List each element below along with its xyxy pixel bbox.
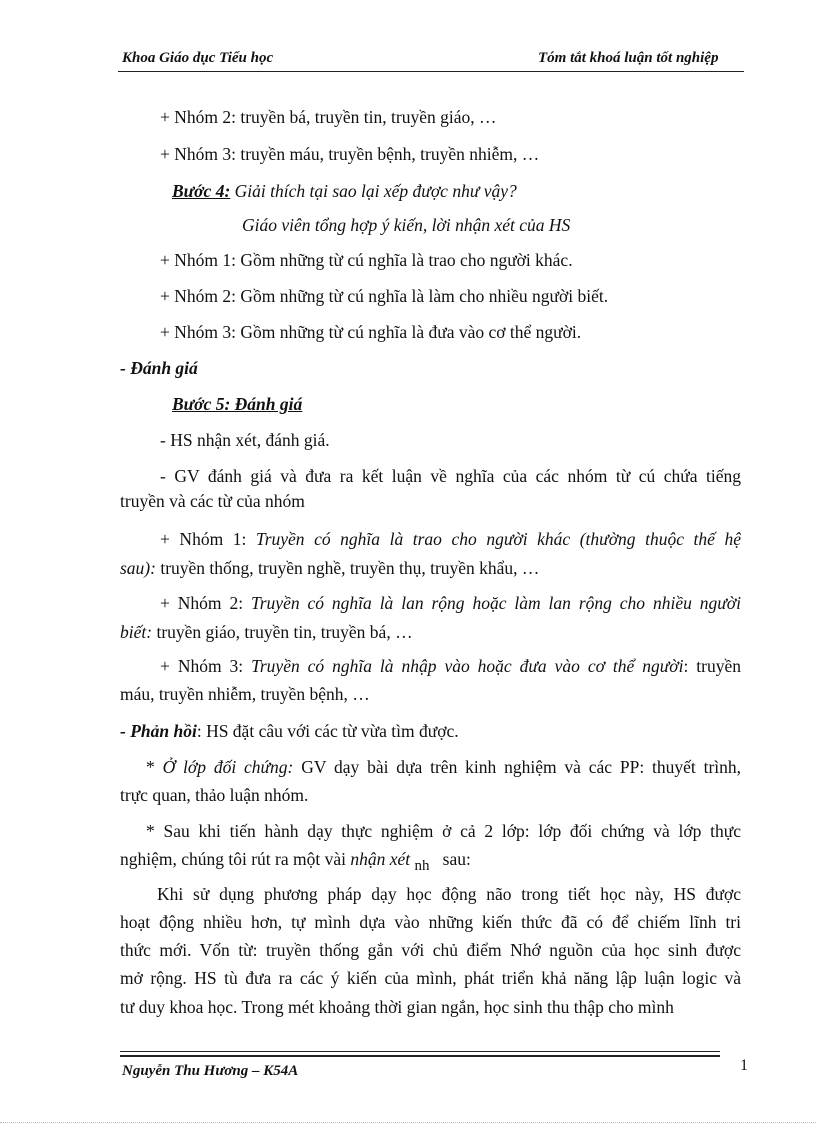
paragraph-line: tư duy khoa học. Trong mét khoảng thời gian ngắn, học sinh thu thập cho mình (120, 997, 674, 1017)
page-number: 1 (740, 1057, 748, 1074)
paragraph-line: hoạt động nhiều hơn, tự mình dựa vào những kiến thức đã có để chiếm lĩnh tri (120, 912, 741, 932)
header-document-title: Tóm tắt khoá luận tốt nghiệp (538, 50, 719, 66)
group-2-definition: Truyền có nghĩa là lan rộng hoặc làm lan rộng cho nhiều người (250, 593, 742, 613)
text-line: truyền và các từ của nhóm (120, 491, 305, 511)
group-2-line (160, 592, 741, 614)
group-1-definition: Truyền có nghĩa là trao cho người khác (thường thuộc thế hệ (255, 529, 741, 549)
paragraph-line: thức mới. Vốn từ: truyền thống gắn với chủ điểm Nhớ nguồn của học sinh được (120, 940, 741, 960)
step-4-text: Giải thích tại sao lại xếp được như vậy? (230, 181, 517, 201)
text-line: trực quan, thảo luận nhóm. (120, 785, 309, 805)
paragraph-line: mở rộng. HS tù đưa ra các ý kiến của mình, phát triển khả năng lập luận logic và (120, 968, 741, 988)
footer-rule (120, 1055, 720, 1057)
conclusion-intro-line: nghiệm, chúng tôi rút ra một vài nhận xét nh sau: (120, 849, 471, 874)
group-2-words: biết: truyền giáo, truyền tin, truyền bá, … (120, 622, 413, 642)
feedback-label: - Phản hồi (120, 721, 197, 741)
text-line: + Nhóm 2: truyền bá, truyền tin, truyền giáo, … (160, 107, 497, 127)
text-line: - HS nhận xét, đánh giá. (160, 430, 330, 450)
text-line: + Nhóm 2: Gồm những từ cú nghĩa là làm cho nhiều người biết. (160, 286, 609, 306)
paragraph-line: Khi sử dụng phương pháp dạy học động não trong tiết học này, HS được (157, 884, 741, 904)
group-3-label: + Nhóm 3: (160, 656, 252, 676)
text-line: + Nhóm 1: Gồm những từ cú nghĩa là trao cho người khác. (160, 250, 573, 270)
section-heading: - Đánh giá (120, 358, 198, 378)
group-3-line: + Nhóm 3: Truyền có nghĩa là nhập vào hoặc đưa vào cơ thể người: truyền (160, 656, 742, 676)
step-4-label: Bước 4: (172, 181, 231, 201)
group-3-words: máu, truyền nhiễm, truyền bệnh, … (120, 684, 370, 704)
text-line: - GV đánh giá và đưa ra kết luận về nghĩa của các nhóm từ cú chứa tiếng (160, 466, 741, 486)
header-rule (118, 71, 744, 72)
feedback-line: - Phản hồi: HS đặt câu với các từ vừa tìm được. (120, 721, 459, 741)
control-class-line: * Ở lớp đối chứng: GV dạy bài dựa trên kinh nghiệm và các PP: thuyết trình, (146, 757, 742, 777)
header-faculty: Khoa Giáo dục Tiểu học (122, 50, 274, 66)
step-5-heading: Bước 5: Đánh giá (172, 394, 303, 414)
text-line: * Sau khi tiến hành dạy thực nghiệm ở cả 2 lớp: lớp đối chứng và lớp thực (146, 821, 741, 841)
observation-term: nhận xét (350, 849, 411, 869)
footer-author: Nguyễn Thu Hương – K54A (122, 1063, 299, 1079)
footer-rule (120, 1051, 720, 1052)
group-1-label: + Nhóm 1: (160, 529, 256, 549)
text-line: + Nhóm 3: Gồm những từ cú nghĩa là đưa vào cơ thể người. (160, 322, 582, 342)
group-2-label: + Nhóm 2: (160, 593, 251, 613)
text-line: + Nhóm 3: truyền máu, truyền bệnh, truyền nhiễm, … (160, 144, 540, 164)
group-1-words: sau): truyền thống, truyền nghề, truyền thụ, truyền khẩu, … (120, 558, 540, 578)
text-line: Giáo viên tổng hợp ý kiến, lời nhận xét của HS (242, 215, 571, 235)
control-class-label: Ở lớp đối chứng: (162, 757, 294, 777)
group-3-definition: Truyền có nghĩa là nhập vào hoặc đưa vào cơ thể người (251, 656, 684, 676)
group-1-line (160, 528, 741, 550)
step-4-line (172, 180, 517, 202)
